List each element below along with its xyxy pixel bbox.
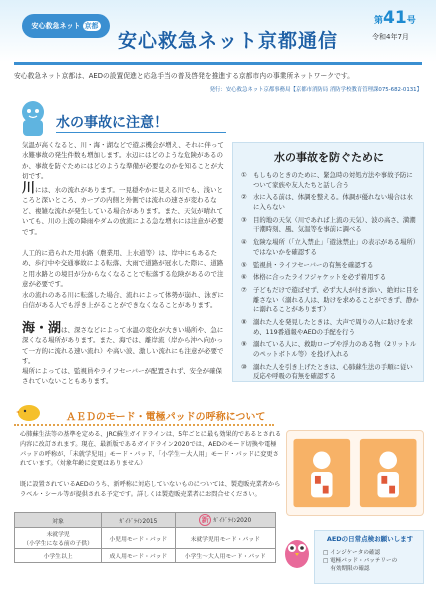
prevention-item: ⑧ 溺れた人を発見したときは、大声で周りの人に助けを求め、119番通報やAEDの手配を行う — [241, 318, 413, 336]
table-row: 未就学児 （小学生になる前の子供） 小児用モード・パッド 未就学児用モード・パッド — [15, 528, 276, 549]
new-badge: 新 — [199, 514, 211, 526]
newsletter-title: 安心救急ネット京都通信 — [118, 30, 339, 52]
prevention-item: ④ 危険な場所（「立入禁止」「遊泳禁止」の表示がある場所）ではないかを確認する — [241, 238, 416, 256]
network-logo — [22, 14, 110, 38]
logo-text: 安心救急ネット — [31, 22, 81, 30]
list-item: □ 電極パッド・バッテリーの 有効期限の確認 — [323, 558, 398, 572]
sea-lake-heading: 海・湖 — [22, 321, 62, 336]
logo-suffix: 京都 — [84, 22, 99, 30]
river-paragraph: 川には、水の流れがあります。一見穏やかに見える川でも、浅いところと深いところ、カーブの内側と外側では流れの速さが変わるなど、複雑な流れが発生している場合があります。また、天気が晴れていても、川の上流の降雨やダムの放流による急な増水には注意が必要です。 — [22, 181, 224, 236]
prevention-box — [232, 142, 424, 382]
aed-guideline-paragraph: 心肺蘇生法等の基準を定める、JRC蘇生ガイドラインは、5年ごとに最も効果的であるとされる内容に改訂されます。現在、最新版であるガイドライン2020では、AEDのモード切換や電極パッドの呼称が、「未就学児用」モード・パッド、「小学生〜大人用」モード・パッドに変更されています。（対象年齢に変更はありません） — [20, 431, 282, 468]
section-title-aed: ＡＥＤのモード・電極パッドの呼称について — [66, 412, 266, 423]
col-guideline-2020: 新 ｶﾞｲﾄﾞﾗｲﾝ2020 — [175, 513, 275, 528]
daily-check-title: AEDの日常点検お願いします — [326, 535, 414, 543]
owl-mascot-icon — [282, 530, 312, 570]
chick-icon — [16, 400, 42, 422]
canal-paragraph: 人工的に造られた用水路（農業用、上水道等）は、岸中にもあるため、歩行中や交通事故による転落、大雨で道路が冠水した際に、道路と用水路との境目が分からなくなることで転落する危険があるので注意が必要です。 — [22, 249, 224, 289]
prevention-item: ⑦ 子どもだけで遊ばせず、必ず大人が付き添い、絶対に目を離さない（溺れる人は、助けを求めることができず、静かに溺れることがあります） — [241, 286, 419, 314]
river-fall-paragraph: 水の流れのある川に転落した場合、流れによって体勢が崩れ、泳ぎに自信がある人でも浮き上がることができなくなることがあります。 — [22, 291, 224, 310]
prevention-item: ⑩ 溺れた人を引き上げたときは、心肺蘇生法の手順に従い反応や呼吸の有無を確認する — [241, 362, 413, 381]
intro-text: 安心救急ネット京都は、AEDの設置促進と応急手当の普及啓発を推進する京都市内の事業所ネットワークです。 — [14, 72, 354, 80]
section2-divider — [14, 424, 274, 426]
table-row: 小学生以上 成人用モード・パッド 小学生〜大人用モード・パッド — [15, 549, 276, 563]
prevention-item: ② 水に入る前は、体調を整える。体調が優れない場合は水に入らない — [241, 193, 413, 211]
publisher-line: 発行：安心救急ネット京都事務局【京都市消防局 消防学校教育管理課075-682-0131】 — [209, 87, 422, 93]
prevention-item: ⑥ 体格に合ったライフジャケットを必ず着用する — [241, 273, 387, 282]
aed-label-paragraph: 既に設置されているAEDのうち、新呼称に対応していないものについては、製造販売業者からラベル・シール等が提供される予定です。詳しくは製造販売業者にお問合せください。 — [20, 481, 281, 498]
prevention-list — [241, 171, 419, 385]
daily-check-list — [323, 549, 397, 573]
mascot-icon — [14, 98, 52, 140]
prevention-item: ⑨ 溺れている人に、救助ロープや浮力のある物（2リットルのペットボトル等）を投げ入れる — [241, 340, 417, 358]
issue-number: 第41号 — [374, 8, 416, 28]
prevention-title: 水の事故を防ぐために — [274, 151, 384, 164]
prevention-item: ③ 目的地の天気（川であれば上流の天気）、波の高さ、満潮干潮時刻、風、気温等を事前に調べる — [241, 215, 416, 234]
masthead — [0, 0, 436, 62]
water-intro-paragraph: 気温が高くなると、川・海・湖などで遊ぶ機会が増え、それに伴って水難事故の発生件数も増加します。水辺にはどのような危険があるのか、事故を防ぐためにはどのような準備が必要なのかを知ることが大切です。 — [22, 141, 224, 181]
header-divider — [14, 62, 422, 65]
section-title-water-accidents: 水の事故に注意！ — [56, 115, 168, 131]
river-heading: 川 — [22, 181, 36, 196]
prevention-item: ① もしものときのために、緊急時の対処方法や事故予防について家族や友人たちと話し合う — [241, 171, 413, 189]
prevention-item: ⑤ 監視員・ライフセーバーの有無を確認する — [241, 260, 374, 269]
list-item: □ インジケータの確認 — [323, 550, 381, 556]
daily-check-box — [314, 530, 424, 584]
lifeguard-paragraph: 場所によっては、監視員やライフセーバーが配置されず、安全が確保されていないこともあります。 — [22, 367, 222, 386]
col-target: 対象 — [15, 513, 102, 528]
col-guideline-2015: ｶﾞｲﾄﾞﾗｲﾝ2015 — [102, 513, 175, 528]
issue-date: 令和4年7月 — [372, 33, 409, 41]
section-underline — [56, 132, 226, 133]
aed-naming-table — [14, 512, 276, 563]
aed-pad-illustration — [286, 430, 424, 516]
sea-lake-paragraph: 海・湖は、深さなどによって水温の変化が大きい場所や、急に深くなる場所があります。また、海では、離岸流（岸から沖へ向かって一方的に流れる速い流れ）や高い波、激しい流れにも注意が必要です。 — [22, 321, 224, 366]
